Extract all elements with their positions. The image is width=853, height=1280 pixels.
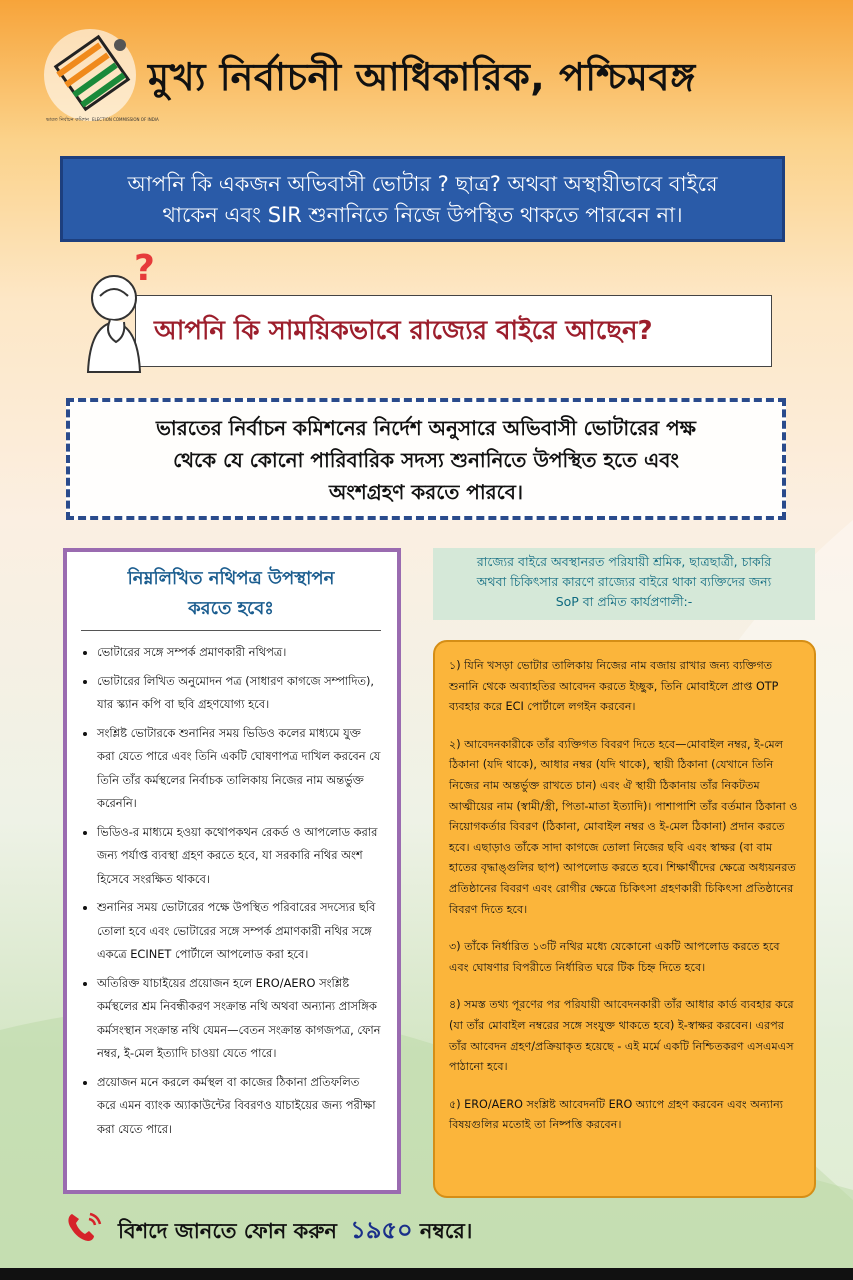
migrant-voter-banner <box>60 156 785 242</box>
logo-text-right: ELECTION COMMISSION OF INDIA <box>92 117 159 122</box>
thinking-person-icon <box>80 248 190 374</box>
sop-step: ৫) ERO/AERO সংশ্লিষ্ট আবেদনটি ERO অ্যাপে গ্রহণ করবেন এবং অন্যান্য বিষয়গুলির মতোই তা নিষ্পত্তি করবেন। <box>449 1097 784 1132</box>
required-documents-panel <box>63 548 401 1194</box>
question-text: আপনি কি সাময়িকভাবে রাজ্যের বাইরে আছেন? <box>154 316 653 346</box>
document-item: • শুনানির সময় ভোটারের পক্ষে উপস্থিত পরিবারের সদস্যের ছবি তোলা হবে এবং ভোটারের সঙ্গে সম্পর্ক প্রমাণকারী নথির সঙ্গে একত্রে ECINET পোর্টালে আপলোড করা হবে। <box>97 896 381 967</box>
documents-divider <box>81 630 381 631</box>
sop-step: ১) যিনি খসড়া ভোটার তালিকায় নিজের নাম বজায় রাখার জন্য ব্যক্তিগত শুনানি থেকে অব্যাহতির আবেদন করতে ইচ্ছুক, তিনি মোবাইলে প্রাপ্ত OTP ব্যবহার করে ECI পোর্টালে লগইন করবেন। <box>449 659 779 714</box>
document-item: • ভোটারের লিখিত অনুমোদন পত্র (সাধারণ কাগজে সম্পাদিত), যার স্ক্যান কপি বা ছবি গ্রহণযোগ্য হবে। <box>97 670 381 717</box>
sop-steps-box <box>433 640 816 1198</box>
footer-text <box>118 1212 472 1252</box>
document-item: • অতিরিক্ত যাচাইয়ের প্রয়োজন হলে ERO/AERO সংশ্লিষ্ট কর্মস্থলের শ্রম নিবন্ধীকরণ সংক্রান্ত নথি অথবা অন্যান্য প্রাসঙ্গিক কর্মসংস্থান সংক্রান্ত নথি যেমন—বেতন সংক্রান্ত কাগজপত্র, ফোন নম্বর, ই-মেল ইত্যাদি চাওয়া যেতে পারে। <box>97 972 381 1066</box>
documents-list <box>81 641 381 1141</box>
header <box>40 20 840 130</box>
sop-heading-line-2: অথবা চিকিৎসার কারণে রাজ্যের বাইরে থাকা ব্যক্তিদের জন্য <box>476 574 772 589</box>
notice-line-1: ভারতের নির্বাচন কমিশনের নির্দেশ অনুসারে অভিবাসী ভোটারের পক্ষ <box>156 416 696 440</box>
documents-title-line-1: নিম্নলিখিত নথিপত্র উপস্থাপন <box>127 568 335 589</box>
sop-heading-line-3: SoP বা প্রমিত কার্যপ্রণালী:- <box>555 594 693 609</box>
document-item: • প্রয়োজন মনে করলে কর্মস্থল বা কাজের ঠিকানা প্রতিফলিত করে এমন ব্যাংক অ্যাকাউন্টের বিবরণও যাচাইয়ের জন্য পরীক্ষা করা যেতে পারে। <box>97 1071 381 1142</box>
document-item: • ভিডিও-র মাধ্যমে হওয়া কথোপকথন রেকর্ড ও আপলোড করার জন্য পর্যাপ্ত ব্যবস্থা গ্রহণ করতে হবে, যা সরকারি নথির অংশ হিসেবে সংরক্ষিত থাকবে। <box>97 821 381 892</box>
documents-title-line-2: করতে হবেঃ <box>188 598 274 619</box>
helpline-footer <box>60 1206 660 1250</box>
question-mark-icon: ? <box>134 248 155 289</box>
footer-label: বিশদে জানতে ফোন করুন <box>118 1219 337 1243</box>
document-item: • ভোটারের সঙ্গে সম্পর্ক প্রমাণকারী নথিপত্র। <box>97 641 381 665</box>
document-item: • সংশ্লিষ্ট ভোটারকে শুনানির সময় ভিডিও কলের মাধ্যমে যুক্ত করা যেতে পারে এবং তিনি একটি ঘোষণাপত্র দাখিল করবেন যে তিনি তাঁর কর্মস্থলের নির্বাচক তালিকায় নিজের নাম অন্তর্ভুক্ত করেননি। <box>97 722 381 816</box>
sop-step: ৪) সমস্ত তথ্য পূরণের পর পরিযায়ী আবেদনকারী তাঁর আধার কার্ড ব্যবহার করে (যা তাঁর মোবাইল নম্বরের সঙ্গে সংযুক্ত থাকতে হবে) ই-স্বাক্ষর করবেন। এরপর তাঁর আবেদন গ্রহণ/প্রক্রিয়াকৃত হয়েছে - এই মর্মে একটি নিশ্চিতকরণ এসএমএস পাঠানো হবে। <box>449 998 794 1074</box>
sop-heading <box>433 548 815 620</box>
banner-line-2: থাকেন এবং SIR শুনানিতে নিজে উপস্থিত থাকতে পারবেন না। <box>162 203 683 227</box>
phone-icon <box>64 1210 104 1244</box>
sop-step: ২) আবেদনকারীকে তাঁর ব্যক্তিগত বিবরণ দিতে হবে—মোবাইল নম্বর, ই-মেল ঠিকানা (যদি থাকে), আধার নম্বর (যদি থাকে), স্থায়ী ঠিকানা (যেখানে তিনি নিজের নাম অন্তর্ভুক্ত রাখতে চান) এবং ঐ স্থায়ী ঠিকানায় তাঁর নিকটতম আত্মীয়ের নাম (স্বামী/স্ত্রী, পিতা-মাতা ইত্যাদি)। পাশাপাশি তাঁর বর্তমান ঠিকানা ও নিয়োগকর্তার বিবরণ (ঠিকানা, মোবাইল নম্বর ও ই-মেল ঠিকানা) প্রদান করতে হবে। এছাড়াও তাঁকে সাদা কাগজে তোলা নিজের ছবি এবং স্বাক্ষর (বা বাম হাতের বৃদ্ধাঙ্গুলির ছাপ) আপলোড করতে হবে। শিক্ষার্থীদের ক্ষেত্রে অধ্যয়নরত প্রতিষ্ঠানের বিবরণ এবং রোগীর ক্ষেত্রে চিকিৎসা গ্রহণকারী চিকিৎসা প্রতিষ্ঠানের বিবরণ দিতে হবে। <box>449 737 798 916</box>
sop-heading-line-1: রাজ্যের বাইরে অবস্থানরত পরিযায়ী শ্রমিক, ছাত্রছাত্রী, চাকরি <box>476 554 772 569</box>
notice-line-2: থেকে যে কোনো পারিবারিক সদস্য শুনানিতে উপস্থিত হতে এবং <box>173 448 679 472</box>
footer-suffix: নম্বরে। <box>419 1219 473 1243</box>
eci-logo-icon <box>40 25 159 125</box>
banner-line-1: আপনি কি একজন অভিবাসী ভোটার ? ছাত্র? অথবা অস্থায়ীভাবে বাইরে <box>127 172 718 196</box>
sop-step: ৩) তাঁকে নির্ধারিত ১৩টি নথির মধ্যে যেকোনো একটি আপলোড করতে হবে এবং ঘোষণার বিপরীতে নির্ধারিত ঘরে টিক চিহ্ন দিতে হবে। <box>449 940 780 974</box>
logo-text-left: ভারত নির্বাচন কমিশন <box>46 117 89 123</box>
eci-directive-notice <box>66 398 786 520</box>
page-title: মুখ্য নির্বাচনী আধিকারিক, পশ্চিমবঙ্গ <box>148 55 696 99</box>
helpline-number[interactable]: ১৯৫০ <box>350 1216 413 1244</box>
documents-title <box>81 564 381 624</box>
notice-line-3: অংশগ্রহণ করতে পারবে। <box>328 480 523 504</box>
question-box <box>135 295 772 367</box>
bottom-strip <box>0 1268 853 1280</box>
